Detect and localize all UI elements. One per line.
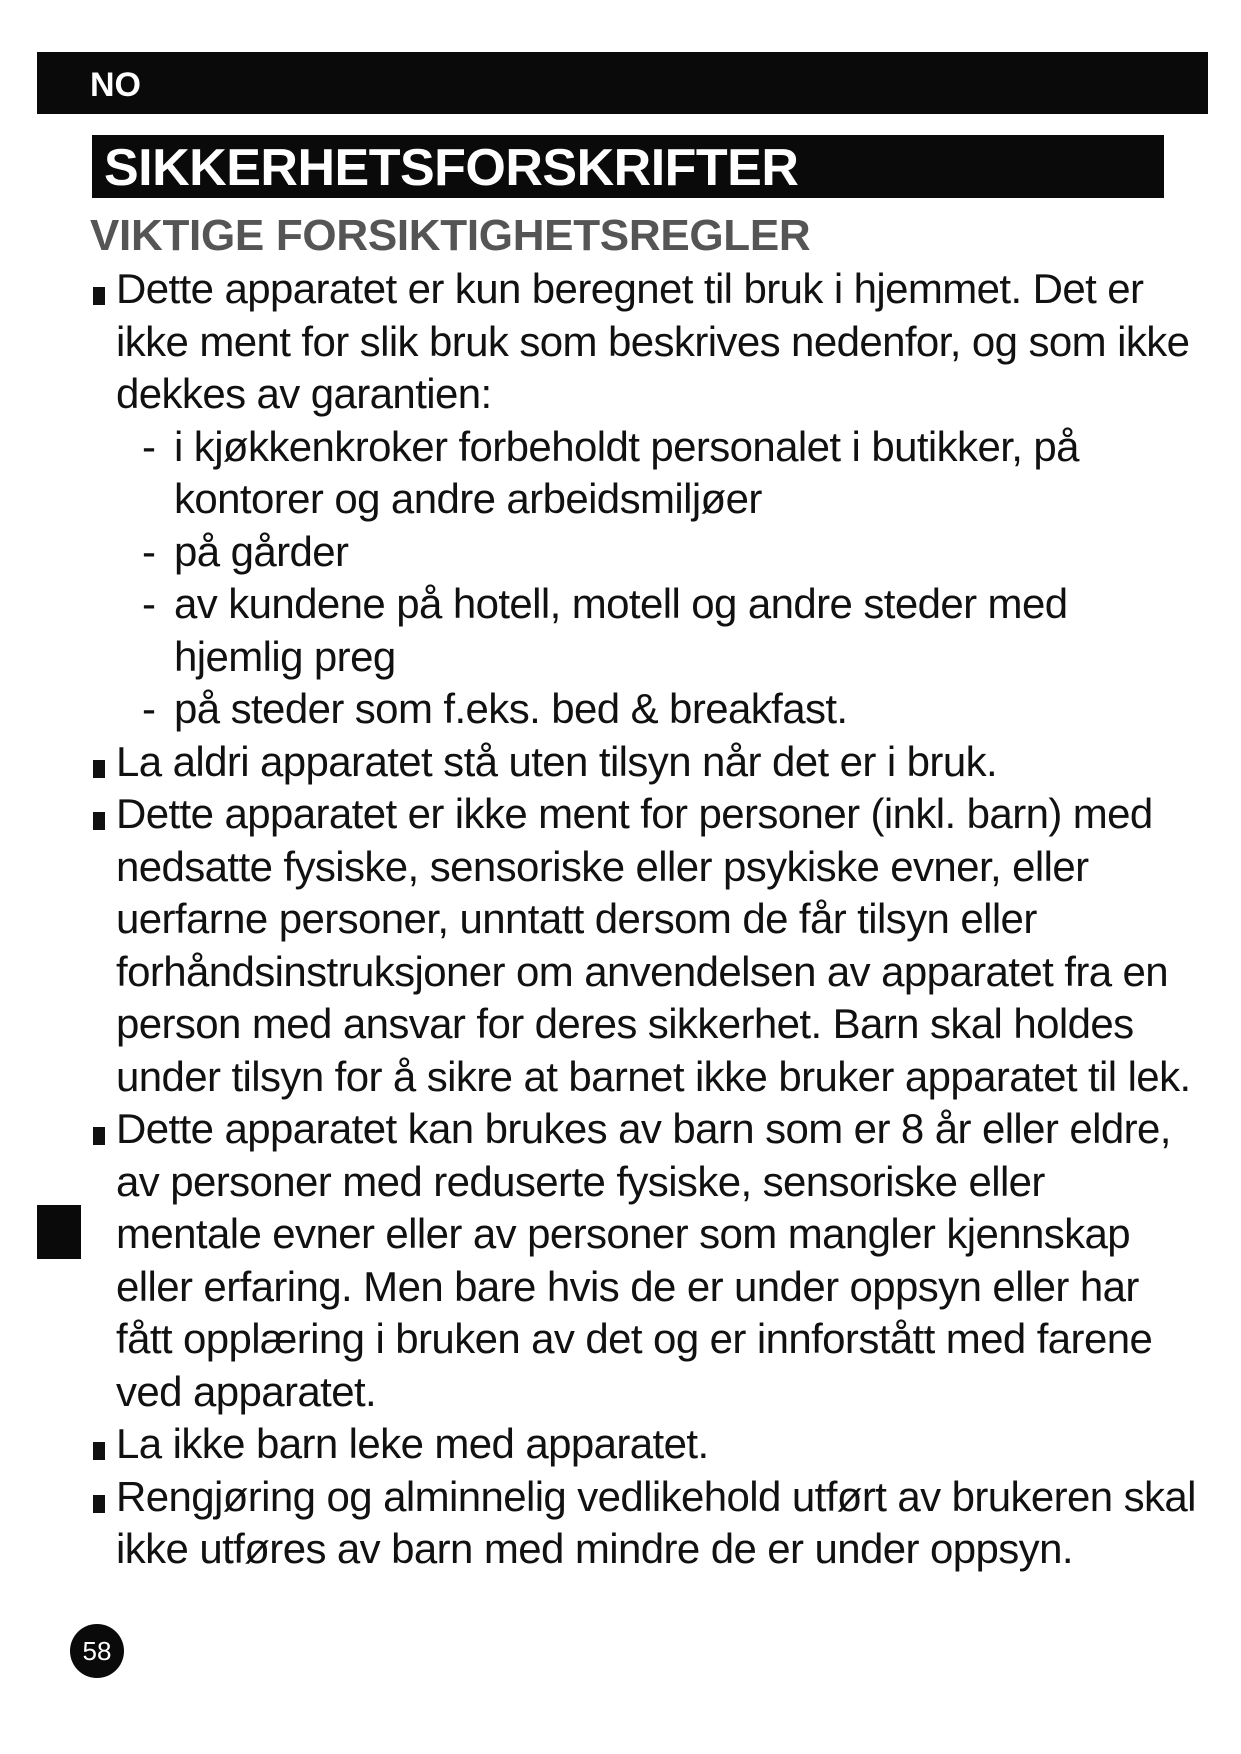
- bullet-text: Dette apparatet er ikke ment for personer (inkl. barn) med nedsatte fysiske, sensoriske eller psykiske evner, eller uerfarne personer, unntatt dersom de får tilsyn eller forhåndsinstruksjoner om anvendelsen av apparatet fra en person med ansvar for deres sikkerhet. Barn skal holdes under tilsyn for å sikre at barnet ikke bruker apparatet til lek.: [116, 790, 1191, 1100]
- bullet-text: Dette apparatet er kun beregnet til bruk i hjemmet. Det er ikke ment for slik bruk som beskrives nedenfor, og som ikke dekkes av garantien:: [116, 265, 1190, 417]
- sub-list-item: - på gårder: [116, 526, 1200, 579]
- list-item: [90, 263, 1200, 736]
- list-item: [90, 1418, 1200, 1471]
- section-subtitle: VIKTIGE FORSIKTIGHETSREGLER: [90, 211, 811, 260]
- square-bullet-icon: [93, 760, 105, 778]
- list-item: [90, 1103, 1200, 1418]
- dash-icon: -: [142, 422, 156, 470]
- title-banner: [92, 135, 1164, 198]
- square-bullet-icon: [93, 1495, 105, 1513]
- bullet-text: La ikke barn leke med apparatet.: [116, 1420, 709, 1467]
- list-item: [90, 788, 1200, 1103]
- sub-list: [116, 421, 1200, 736]
- side-thumb-tab: [37, 1205, 81, 1259]
- dash-icon: -: [142, 580, 156, 627]
- language-header-bar: [37, 52, 1208, 114]
- sub-list-item: - av kundene på hotell, motell og andre steder med hjemlig preg: [142, 580, 1068, 680]
- dash-icon: -: [142, 685, 156, 732]
- bullet-text: La aldri apparatet stå uten tilsyn når det er i bruk.: [116, 737, 998, 785]
- square-bullet-icon: [93, 1127, 105, 1145]
- safety-instructions: [90, 263, 1200, 1576]
- bullet-text: Rengjøring og alminnelig vedlikehold utført av brukeren skal ikke utføres av barn med mindre de er under oppsyn.: [116, 1472, 1196, 1572]
- language-code: NO: [90, 66, 141, 104]
- square-bullet-icon: [93, 812, 105, 830]
- square-bullet-icon: [93, 287, 105, 305]
- bullet-text: Dette apparatet kan brukes av barn som er 8 år eller eldre, av personer med reduserte fysiske, sensoriske eller mentale evner eller av personer som mangler kjennskap eller erfaring. Men bare hvis de er under oppsyn eller har fått opplæring i bruken av det og er innforstått med farene ved apparatet.: [116, 1105, 1171, 1415]
- square-bullet-icon: [93, 1442, 105, 1460]
- page-number-badge: 58: [70, 1624, 124, 1678]
- sub-list-item: - i kjøkkenkroker forbeholdt personalet i butikker, på kontorer og andre arbeidsmiljøer: [142, 422, 1079, 522]
- list-item: [90, 736, 1200, 789]
- list-item: [90, 1471, 1200, 1576]
- page-title: SIKKERHETSFORSKRIFTER: [104, 139, 799, 197]
- dash-icon: -: [142, 527, 156, 575]
- sub-list-item: - på steder som f.eks. bed & breakfast.: [116, 683, 1200, 736]
